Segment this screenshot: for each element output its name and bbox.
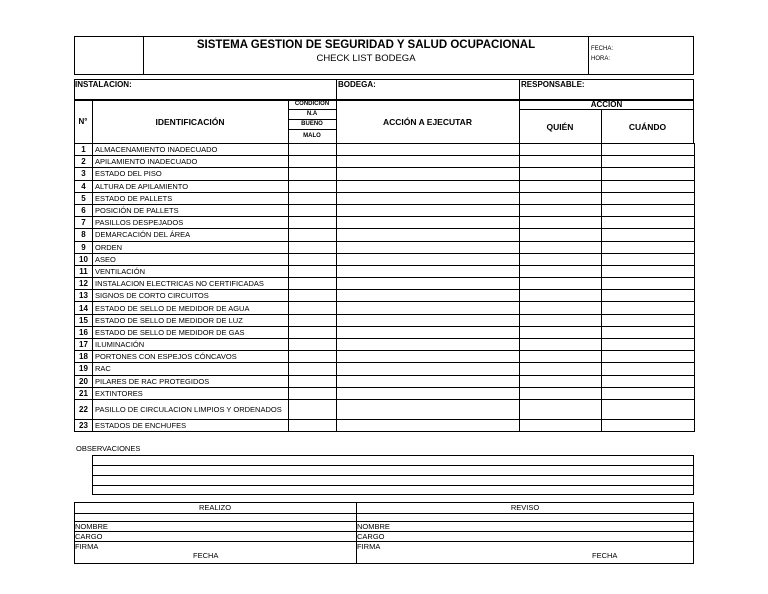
row-condicion-cell[interactable] [289,314,337,326]
row-cuando-cell[interactable] [602,156,695,168]
table-row [75,241,695,253]
table-row [75,229,695,241]
realizo-fecha-label: FECHA [193,551,219,560]
row-condicion-cell[interactable] [289,253,337,265]
row-cuando-cell[interactable] [602,314,695,326]
realizo-line-3 [74,541,356,542]
row-item-label: VENTILACIÓN [93,265,289,277]
row-accion-cell[interactable] [337,419,520,431]
table-row [75,387,695,399]
bodega-label: BODEGA: [338,80,376,89]
row-quien-cell[interactable] [520,302,602,314]
row-number: 4 [75,180,93,192]
row-cuando-cell[interactable] [602,278,695,290]
row-condicion-cell[interactable] [289,419,337,431]
row-quien-cell[interactable] [520,253,602,265]
col-na-header: N.A [306,111,318,117]
reviso-firma-label: FIRMA [357,542,381,551]
row-quien-cell[interactable] [520,387,602,399]
info-divider-2 [519,79,520,101]
row-number: 23 [75,419,93,431]
row-number: 22 [75,399,93,419]
table-row [75,144,695,156]
row-item-label: POSICIÓN DE PALLETS [93,204,289,216]
row-number: 8 [75,229,93,241]
row-condicion-cell[interactable] [289,192,337,204]
row-quien-cell[interactable] [520,168,602,180]
realizo-line-2 [74,531,356,532]
row-number: 10 [75,253,93,265]
row-accion-cell[interactable] [337,351,520,363]
row-accion-cell[interactable] [337,156,520,168]
row-quien-cell[interactable] [520,229,602,241]
row-cuando-cell[interactable] [602,241,695,253]
row-cuando-cell[interactable] [602,168,695,180]
row-item-label: ASEO [93,253,289,265]
row-condicion-cell[interactable] [289,290,337,302]
row-item-label: ESTADO DEL PISO [93,168,289,180]
table-row [75,314,695,326]
row-item-label: APILAMIENTO INADECUADO [93,156,289,168]
row-cuando-cell[interactable] [602,144,695,156]
col-accion-header: ACCION [590,99,623,109]
row-quien-cell[interactable] [520,192,602,204]
table-row [75,419,695,431]
table-row [75,180,695,192]
row-number: 5 [75,192,93,204]
row-number: 18 [75,351,93,363]
table-row [75,290,695,302]
reviso-line-3 [356,541,694,542]
row-number: 17 [75,339,93,351]
row-quien-cell[interactable] [520,351,602,363]
row-cuando-cell[interactable] [602,326,695,338]
row-quien-cell[interactable] [520,326,602,338]
row-number: 13 [75,290,93,302]
row-accion-cell[interactable] [337,217,520,229]
row-item-label: ESTADOS DE ENCHUFES [93,419,289,431]
col-bueno-header: BUENO [301,121,323,127]
row-accion-cell[interactable] [337,180,520,192]
row-quien-cell[interactable] [520,278,602,290]
row-quien-cell[interactable] [520,375,602,387]
row-accion-cell[interactable] [337,204,520,216]
row-item-label: ESTADO DE PALLETS [93,192,289,204]
row-number: 15 [75,314,93,326]
row-quien-cell[interactable] [520,217,602,229]
info-row [74,79,694,101]
header-divider [588,36,589,75]
table-row [75,253,695,265]
table-row [75,399,695,419]
row-cuando-cell[interactable] [602,363,695,375]
obs-line-2 [92,475,694,476]
row-accion-cell[interactable] [337,302,520,314]
row-item-label: ESTADO DE SELLO DE MEDIDOR DE GAS [93,326,289,338]
row-cuando-cell[interactable] [602,290,695,302]
row-quien-cell[interactable] [520,314,602,326]
realizo-nombre-label: NOMBRE [75,522,108,531]
row-number: 2 [75,156,93,168]
table-row [75,363,695,375]
row-number: 14 [75,302,93,314]
row-number: 19 [75,363,93,375]
row-condicion-cell[interactable] [289,399,337,419]
row-condicion-cell[interactable] [289,351,337,363]
row-cuando-cell[interactable] [602,399,695,419]
row-accion-cell[interactable] [337,241,520,253]
row-quien-cell[interactable] [520,241,602,253]
row-condicion-cell[interactable] [289,156,337,168]
obs-line-3 [92,485,694,486]
row-number: 3 [75,168,93,180]
realizo-label: REALIZO [198,503,232,512]
row-cuando-cell[interactable] [602,375,695,387]
table-row [75,217,695,229]
row-item-label: ESTADO DE SELLO DE MEDIDOR DE AGUA [93,302,289,314]
row-cuando-cell[interactable] [602,253,695,265]
signoff-header-line [74,513,694,514]
table-row [75,168,695,180]
row-item-label: ESTADO DE SELLO DE MEDIDOR DE LUZ [93,314,289,326]
row-item-label: PILARES DE RAC PROTEGIDOS [93,375,289,387]
row-cuando-cell[interactable] [602,180,695,192]
hora-label: HORA: [591,56,611,62]
row-cuando-cell[interactable] [602,387,695,399]
row-condicion-cell[interactable] [289,168,337,180]
reviso-nombre-label: NOMBRE [357,522,390,531]
row-cuando-cell[interactable] [602,217,695,229]
row-item-label: PORTONES CON ESPEJOS CÓNCAVOS [93,351,289,363]
row-number: 21 [75,387,93,399]
instalacion-label: INSTALACION: [75,80,132,89]
row-item-label: ALTURA DE APILAMIENTO [93,180,289,192]
row-number: 7 [75,217,93,229]
realizo-cargo-label: CARGO [75,532,103,541]
row-accion-cell[interactable] [337,168,520,180]
row-condicion-cell[interactable] [289,278,337,290]
row-item-label: ALMACENAMIENTO INADECUADO [93,144,289,156]
table-row [75,204,695,216]
row-cuando-cell[interactable] [602,192,695,204]
row-accion-cell[interactable] [337,144,520,156]
row-condicion-cell[interactable] [289,217,337,229]
table-row [75,156,695,168]
fecha-label: FECHA: [591,46,614,52]
row-quien-cell[interactable] [520,419,602,431]
row-item-label: ILUMINACIÓN [93,339,289,351]
row-condicion-cell[interactable] [289,265,337,277]
reviso-line-2 [356,531,694,532]
row-accion-cell[interactable] [337,339,520,351]
row-accion-cell[interactable] [337,253,520,265]
row-cuando-cell[interactable] [602,204,695,216]
row-number: 1 [75,144,93,156]
row-accion-cell[interactable] [337,363,520,375]
row-number: 16 [75,326,93,338]
col-cuando-header: CUÁNDO [628,121,667,132]
row-accion-cell[interactable] [337,278,520,290]
row-accion-cell[interactable] [337,290,520,302]
row-item-label: PASILLOS DESPEJADOS [93,217,289,229]
col-identificacion-header: IDENTIFICACIÓN [155,116,225,127]
reviso-cargo-label: CARGO [357,532,385,541]
table-row [75,302,695,314]
col-condicion-header: CONDICION [294,101,330,107]
row-cuando-cell[interactable] [602,351,695,363]
realizo-firma-label: FIRMA [75,542,99,551]
col-quien-header: QUIÉN [546,121,574,132]
row-quien-cell[interactable] [520,339,602,351]
row-item-label: ORDEN [93,241,289,253]
row-quien-cell[interactable] [520,180,602,192]
table-row [75,351,695,363]
table-row [75,192,695,204]
table-row [75,326,695,338]
row-item-label: PASILLO DE CIRCULACION LIMPIOS Y ORDENADOS [93,399,289,419]
row-quien-cell[interactable] [520,363,602,375]
row-item-label: EXTINTORES [93,387,289,399]
table-row [75,278,695,290]
row-condicion-cell[interactable] [289,339,337,351]
info-divider-1 [336,79,337,101]
row-quien-cell[interactable] [520,156,602,168]
row-number: 6 [75,204,93,216]
row-condicion-cell[interactable] [289,204,337,216]
row-item-label: INSTALACION ELECTRICAS NO CERTIFICADAS [93,278,289,290]
checklist-table [74,143,695,432]
row-accion-cell[interactable] [337,192,520,204]
row-number: 11 [75,265,93,277]
page-subtitle: CHECK LIST BODEGA [316,53,416,64]
table-row [75,339,695,351]
row-quien-cell[interactable] [520,144,602,156]
table-row [75,265,695,277]
row-condicion-cell[interactable] [289,180,337,192]
row-item-label: RAC [93,363,289,375]
row-condicion-cell[interactable] [289,387,337,399]
row-condicion-cell[interactable] [289,144,337,156]
row-accion-cell[interactable] [337,314,520,326]
row-condicion-cell[interactable] [289,229,337,241]
row-item-label: DEMARCACIÓN DEL ÁREA [93,229,289,241]
row-cuando-cell[interactable] [602,229,695,241]
row-number: 9 [75,241,93,253]
table-row [75,375,695,387]
row-cuando-cell[interactable] [602,339,695,351]
reviso-label: REVISO [510,503,540,512]
row-item-label: SIGNOS DE CORTO CIRCUITOS [93,290,289,302]
row-accion-cell[interactable] [337,375,520,387]
row-cuando-cell[interactable] [602,419,695,431]
reviso-fecha-label: FECHA [592,551,618,560]
row-accion-cell[interactable] [337,399,520,419]
row-quien-cell[interactable] [520,290,602,302]
row-quien-cell[interactable] [520,265,602,277]
col-accion-ejecutar-header: ACCIÓN A EJECUTAR [383,116,472,127]
row-number: 12 [75,278,93,290]
row-number: 20 [75,375,93,387]
row-condicion-cell[interactable] [289,241,337,253]
responsable-label: RESPONSABLE: [521,80,585,89]
logo-cell [74,36,144,75]
row-accion-cell[interactable] [337,387,520,399]
col-num-header: N° [78,117,88,126]
row-quien-cell[interactable] [520,399,602,419]
row-condicion-cell[interactable] [289,326,337,338]
row-quien-cell[interactable] [520,204,602,216]
col-malo-header: MALO [303,133,321,139]
row-cuando-cell[interactable] [602,265,695,277]
page-title: SISTEMA GESTION DE SEGURIDAD Y SALUD OCUPACIONAL [196,39,536,51]
observaciones-label: OBSERVACIONES [76,444,141,453]
row-condicion-cell[interactable] [289,375,337,387]
row-accion-cell[interactable] [337,326,520,338]
row-cuando-cell[interactable] [602,302,695,314]
row-accion-cell[interactable] [337,229,520,241]
row-accion-cell[interactable] [337,265,520,277]
row-condicion-cell[interactable] [289,363,337,375]
row-condicion-cell[interactable] [289,302,337,314]
obs-line-1 [92,465,694,466]
